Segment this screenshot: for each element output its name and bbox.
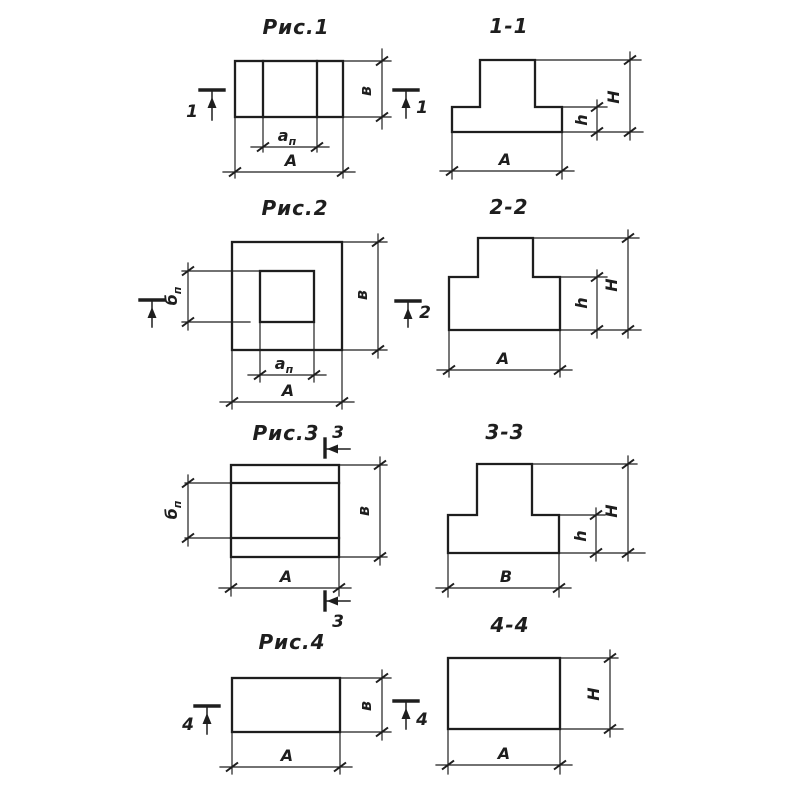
figure-2-title: Рис.2 — [261, 196, 329, 220]
dimension-A — [437, 330, 572, 377]
width-A-label: A — [279, 567, 293, 586]
cut-number: 1 — [186, 102, 198, 122]
figure-1-title: Рис.1 — [262, 15, 330, 39]
section-cut-mark-2-right — [396, 301, 431, 327]
figure-1-section — [440, 14, 643, 179]
section-cut-mark-1-left — [186, 90, 224, 122]
dimension-H-total — [532, 456, 645, 561]
cut-number: 3 — [332, 612, 344, 632]
flange-height-label: h — [571, 530, 590, 542]
cut-number: 4 — [416, 710, 428, 730]
dimension-a-p — [248, 322, 326, 382]
section-2-title: 2-2 — [489, 195, 529, 219]
section-cut-mark-3-top — [325, 423, 350, 457]
pocket-depth-label: $б_п$ — [162, 500, 184, 520]
total-height-label: H — [584, 687, 603, 701]
width-A-label: A — [498, 150, 512, 169]
pocket-depth-label: $б_п$ — [162, 286, 184, 306]
section-profile — [452, 60, 562, 132]
dimension-A — [436, 729, 572, 774]
section-cut-mark-3-bottom — [325, 592, 350, 632]
figure-4-section — [436, 613, 623, 774]
depth-v-label: в — [356, 85, 375, 97]
depth-v-label: в — [356, 700, 375, 712]
figure-4-plan — [181, 630, 428, 774]
section-3-title: 3-3 — [485, 420, 525, 444]
depth-v-label: в — [354, 505, 373, 517]
width-A-label: A — [496, 349, 510, 368]
total-height-label: H — [602, 278, 621, 292]
dimension-a-p — [251, 117, 329, 152]
dimension-H-total — [533, 230, 641, 338]
dimension-A — [220, 350, 354, 409]
figure-3-plan — [162, 421, 387, 632]
flange-height-label: h — [572, 297, 591, 309]
section-profile — [448, 658, 560, 729]
figure-3-title: Рис.3 — [252, 421, 320, 445]
section-cut-mark-4-left — [181, 706, 219, 735]
figure-2-section — [437, 195, 641, 377]
figure-3-section — [436, 420, 645, 597]
block-plan-outline — [232, 678, 340, 732]
dimension-A — [440, 132, 574, 179]
dimension-B — [436, 553, 571, 597]
figure-1-plan — [186, 15, 428, 178]
cut-number: 2 — [419, 303, 431, 323]
dimension-A — [220, 732, 352, 774]
pocket-width-label: $a_п$ — [274, 354, 294, 376]
pocket-width-label: $a_п$ — [277, 126, 297, 148]
dimension-H-total — [560, 650, 623, 737]
flange-height-label: h — [572, 114, 591, 126]
block-plan-outline — [235, 61, 343, 117]
dimension-b-p — [162, 263, 260, 330]
total-height-label: H — [604, 90, 623, 104]
block-plan-outline — [231, 465, 339, 557]
cut-number: 4 — [182, 715, 194, 735]
section-cut-mark-4-right — [394, 701, 428, 730]
width-A-label: A — [280, 746, 294, 765]
section-cut-mark-2-left — [140, 300, 164, 327]
dimension-h-flange — [562, 100, 607, 140]
section-4-title: 4-4 — [490, 613, 530, 637]
width-B-label: В — [499, 567, 513, 586]
dimension-v — [340, 670, 391, 740]
total-height-label: H — [602, 504, 621, 518]
dimension-b-p — [162, 475, 231, 546]
dimension-v — [342, 234, 387, 358]
depth-v-label: в — [352, 289, 371, 301]
dimension-H-total — [535, 52, 643, 140]
section-1-title: 1-1 — [489, 14, 529, 38]
figure-2-plan — [140, 196, 431, 409]
pocket-outline — [260, 271, 314, 322]
dimension-h-flange — [560, 270, 607, 338]
dimension-v — [343, 49, 391, 129]
dimension-A — [219, 557, 351, 596]
cut-number: 3 — [332, 423, 344, 443]
section-profile — [449, 238, 560, 330]
width-A-label: A — [284, 151, 298, 170]
section-profile — [448, 464, 559, 553]
dimension-v — [339, 457, 387, 565]
width-A-label: A — [281, 381, 295, 400]
width-A-label: A — [497, 744, 511, 763]
section-cut-mark-1-right — [394, 90, 428, 118]
block-plan-outline — [232, 242, 342, 350]
figure-4-title: Рис.4 — [258, 630, 326, 654]
cut-number: 1 — [416, 98, 428, 118]
